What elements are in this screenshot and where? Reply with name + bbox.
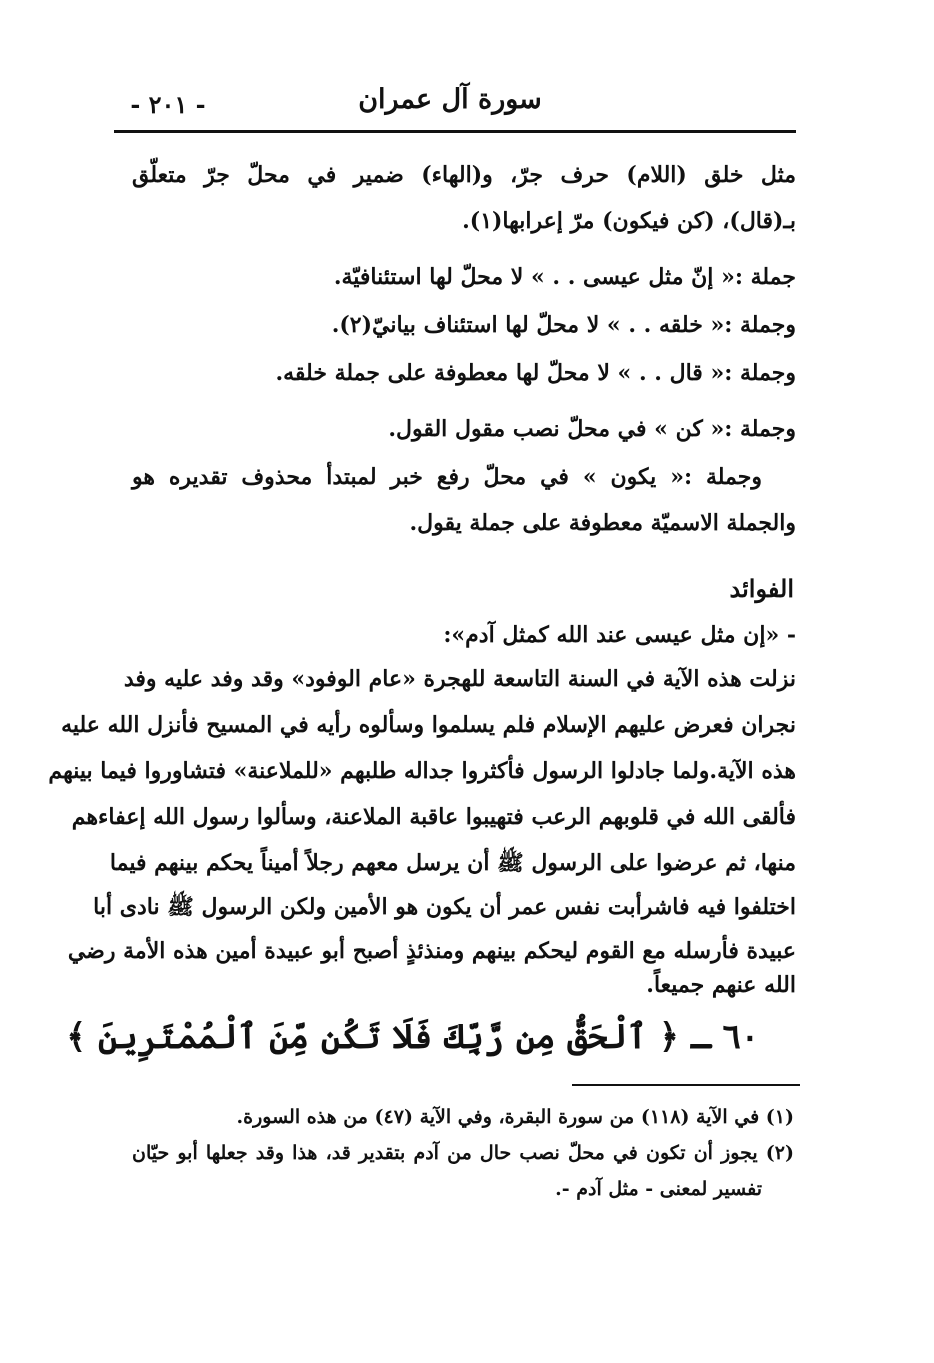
running-header-title: سورة آل عمران bbox=[358, 84, 542, 115]
sentence-line-4: وجملة :« كن » في محلّ نصب مقول القول. bbox=[388, 416, 796, 442]
sentence-line-1: جملة :« إنّ مثل عيسى . . » لا محلّ لها استئنافيّة. bbox=[333, 264, 796, 290]
benefit-line-4: فألقى الله في قلوبهم الرعب فتهيبوا عاقبة الملاعنة، وسألوا رسول الله إعفاءهم bbox=[71, 804, 796, 830]
sentence-line-6: والجملة الاسميّة معطوفة على جملة يقول. bbox=[409, 510, 796, 536]
benefit-heading: - «إن مثل عيسى عند الله كمثل آدم»: bbox=[443, 622, 796, 648]
intro-line-1: مثل خلق (اللام) حرف جرّ، و(الهاء) ضمير في محلّ جرّ متعلّق bbox=[132, 162, 796, 188]
sentence-line-5: وجملة :« يكون » في محلّ رفع خبر لمبتدأ محذوف تقديره هو bbox=[132, 464, 762, 490]
benefit-line-7: عبيدة فأرسله مع القوم ليحكم بينهم ومنذئذٍ أصبح أبو عبيدة أمين هذه الأمة رضي bbox=[67, 938, 796, 964]
header-divider bbox=[114, 130, 796, 133]
benefit-line-5: منها، ثم عرضوا على الرسول ﷺ أن يرسل معهم رجلاً أميناً يحكم بينهم فيما bbox=[109, 850, 796, 876]
benefit-line-6: اختلفوا فيه فاشرأبت نفس عمر أن يكون هو الأمين ولكن الرسول ﷺ نادى أبا bbox=[93, 894, 796, 920]
sentence-line-2: وجملة :« خلقه . . » لا محلّ لها استئناف بيانيّ(٢). bbox=[331, 312, 796, 338]
footnote-1: (١) في الآية (١١٨) من سورة البقرة، وفي الآية (٤٧) من هذه السورة. bbox=[236, 1106, 794, 1128]
benefit-line-1: نزلت هذه الآية في السنة التاسعة للهجرة «عام الوفود» وقد وفد عليه وفد bbox=[123, 666, 796, 692]
footnote-2: (٢) يجوز أن تكون في محلّ نصب حال من آدم بتقدير قد، هذا وقد جعلها أبو حيّان bbox=[132, 1142, 794, 1164]
section-title: الفوائد bbox=[729, 574, 794, 603]
quran-verse: ٦٠ ـ ﴿ ٱلْحَقُّ مِن رَّبِّكَ فَلَا تَكُن مِّنَ ٱلْمُمْتَرِينَ ﴾ bbox=[66, 1017, 759, 1057]
intro-line-2: بـ(قال)، (كن فيكون) مرّ إعرابها(١). bbox=[462, 208, 796, 234]
benefit-line-3: هذه الآية.ولما جادلوا الرسول فأكثروا جداله طلبهم «للملاعنة» فتشاوروا فيما بينهم bbox=[48, 758, 796, 784]
footnote-divider bbox=[572, 1084, 800, 1086]
page-number: - ٢٠١ - bbox=[130, 90, 206, 119]
benefit-line-2: نجران فعرض عليهم الإسلام فلم يسلموا وسألوه رأيه في المسيح فأنزل الله عليه bbox=[61, 712, 796, 738]
footnote-2-continued: تفسير لمعنى - مثل آدم -. bbox=[555, 1178, 762, 1200]
sentence-line-3: وجملة :« قال . . » لا محلّ لها معطوفة على جملة خلقه. bbox=[275, 360, 796, 386]
benefit-line-8: الله عنهم جميعاً. bbox=[646, 972, 796, 998]
